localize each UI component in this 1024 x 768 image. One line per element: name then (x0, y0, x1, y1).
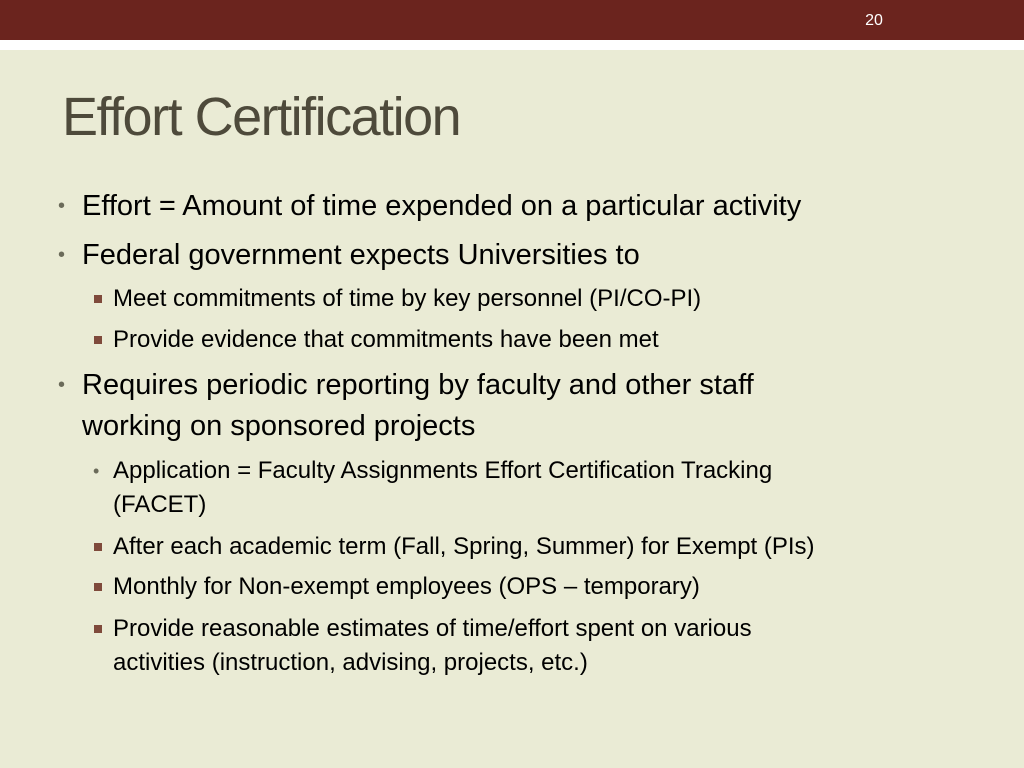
bullet-text-line-2: activities (instruction, advising, projects, etc.) (113, 649, 588, 676)
bullet-federal-expectations (58, 235, 640, 276)
bullet-text: Provide evidence that commitments have been met (113, 326, 659, 353)
subbullet-provide-evidence (113, 323, 659, 357)
subbullet-meet-commitments (113, 282, 701, 316)
subbullet-monthly-nonexempt (113, 570, 700, 604)
bullet-text-line-1: Application = Faculty Assignments Effort Certification Tracking (113, 457, 773, 484)
subbullet-academic-term (113, 530, 815, 564)
bullet-text: Federal government expects Universities to (82, 239, 640, 271)
header-divider (0, 40, 1024, 50)
subbullet-application-facet (93, 454, 773, 522)
square-bullet-icon (94, 295, 102, 303)
bullet-text-line-1: Provide reasonable estimates of time/effort spent on various (113, 615, 752, 642)
subbullet-reasonable-estimates (113, 612, 752, 680)
bullet-dot-icon: • (58, 195, 66, 217)
bullet-periodic-reporting (58, 365, 754, 447)
bullet-text-line-2: working on sponsored projects (82, 410, 476, 442)
bullet-text-line-2: (FACET) (113, 491, 207, 518)
square-bullet-icon (94, 543, 102, 551)
square-bullet-icon (94, 625, 102, 633)
bullet-text: Meet commitments of time by key personnel (PI/CO-PI) (113, 285, 702, 312)
bullet-text: Monthly for Non-exempt employees (OPS – temporary) (113, 573, 700, 600)
square-bullet-icon (94, 583, 102, 591)
bullet-dot-icon: • (93, 461, 100, 481)
bullet-text-line-1: Requires periodic reporting by faculty and other staff (82, 369, 754, 401)
bullet-text: Effort = Amount of time expended on a particular activity (82, 190, 802, 222)
square-bullet-icon (94, 336, 102, 344)
bullet-effort-definition (58, 186, 802, 227)
bullet-dot-icon: • (58, 374, 66, 396)
bullet-text: After each academic term (Fall, Spring, Summer) for Exempt (PIs) (113, 533, 815, 560)
bullet-dot-icon: • (58, 244, 66, 266)
slide-title: Effort Certification (62, 87, 461, 147)
slide-number: 20 (865, 12, 883, 29)
